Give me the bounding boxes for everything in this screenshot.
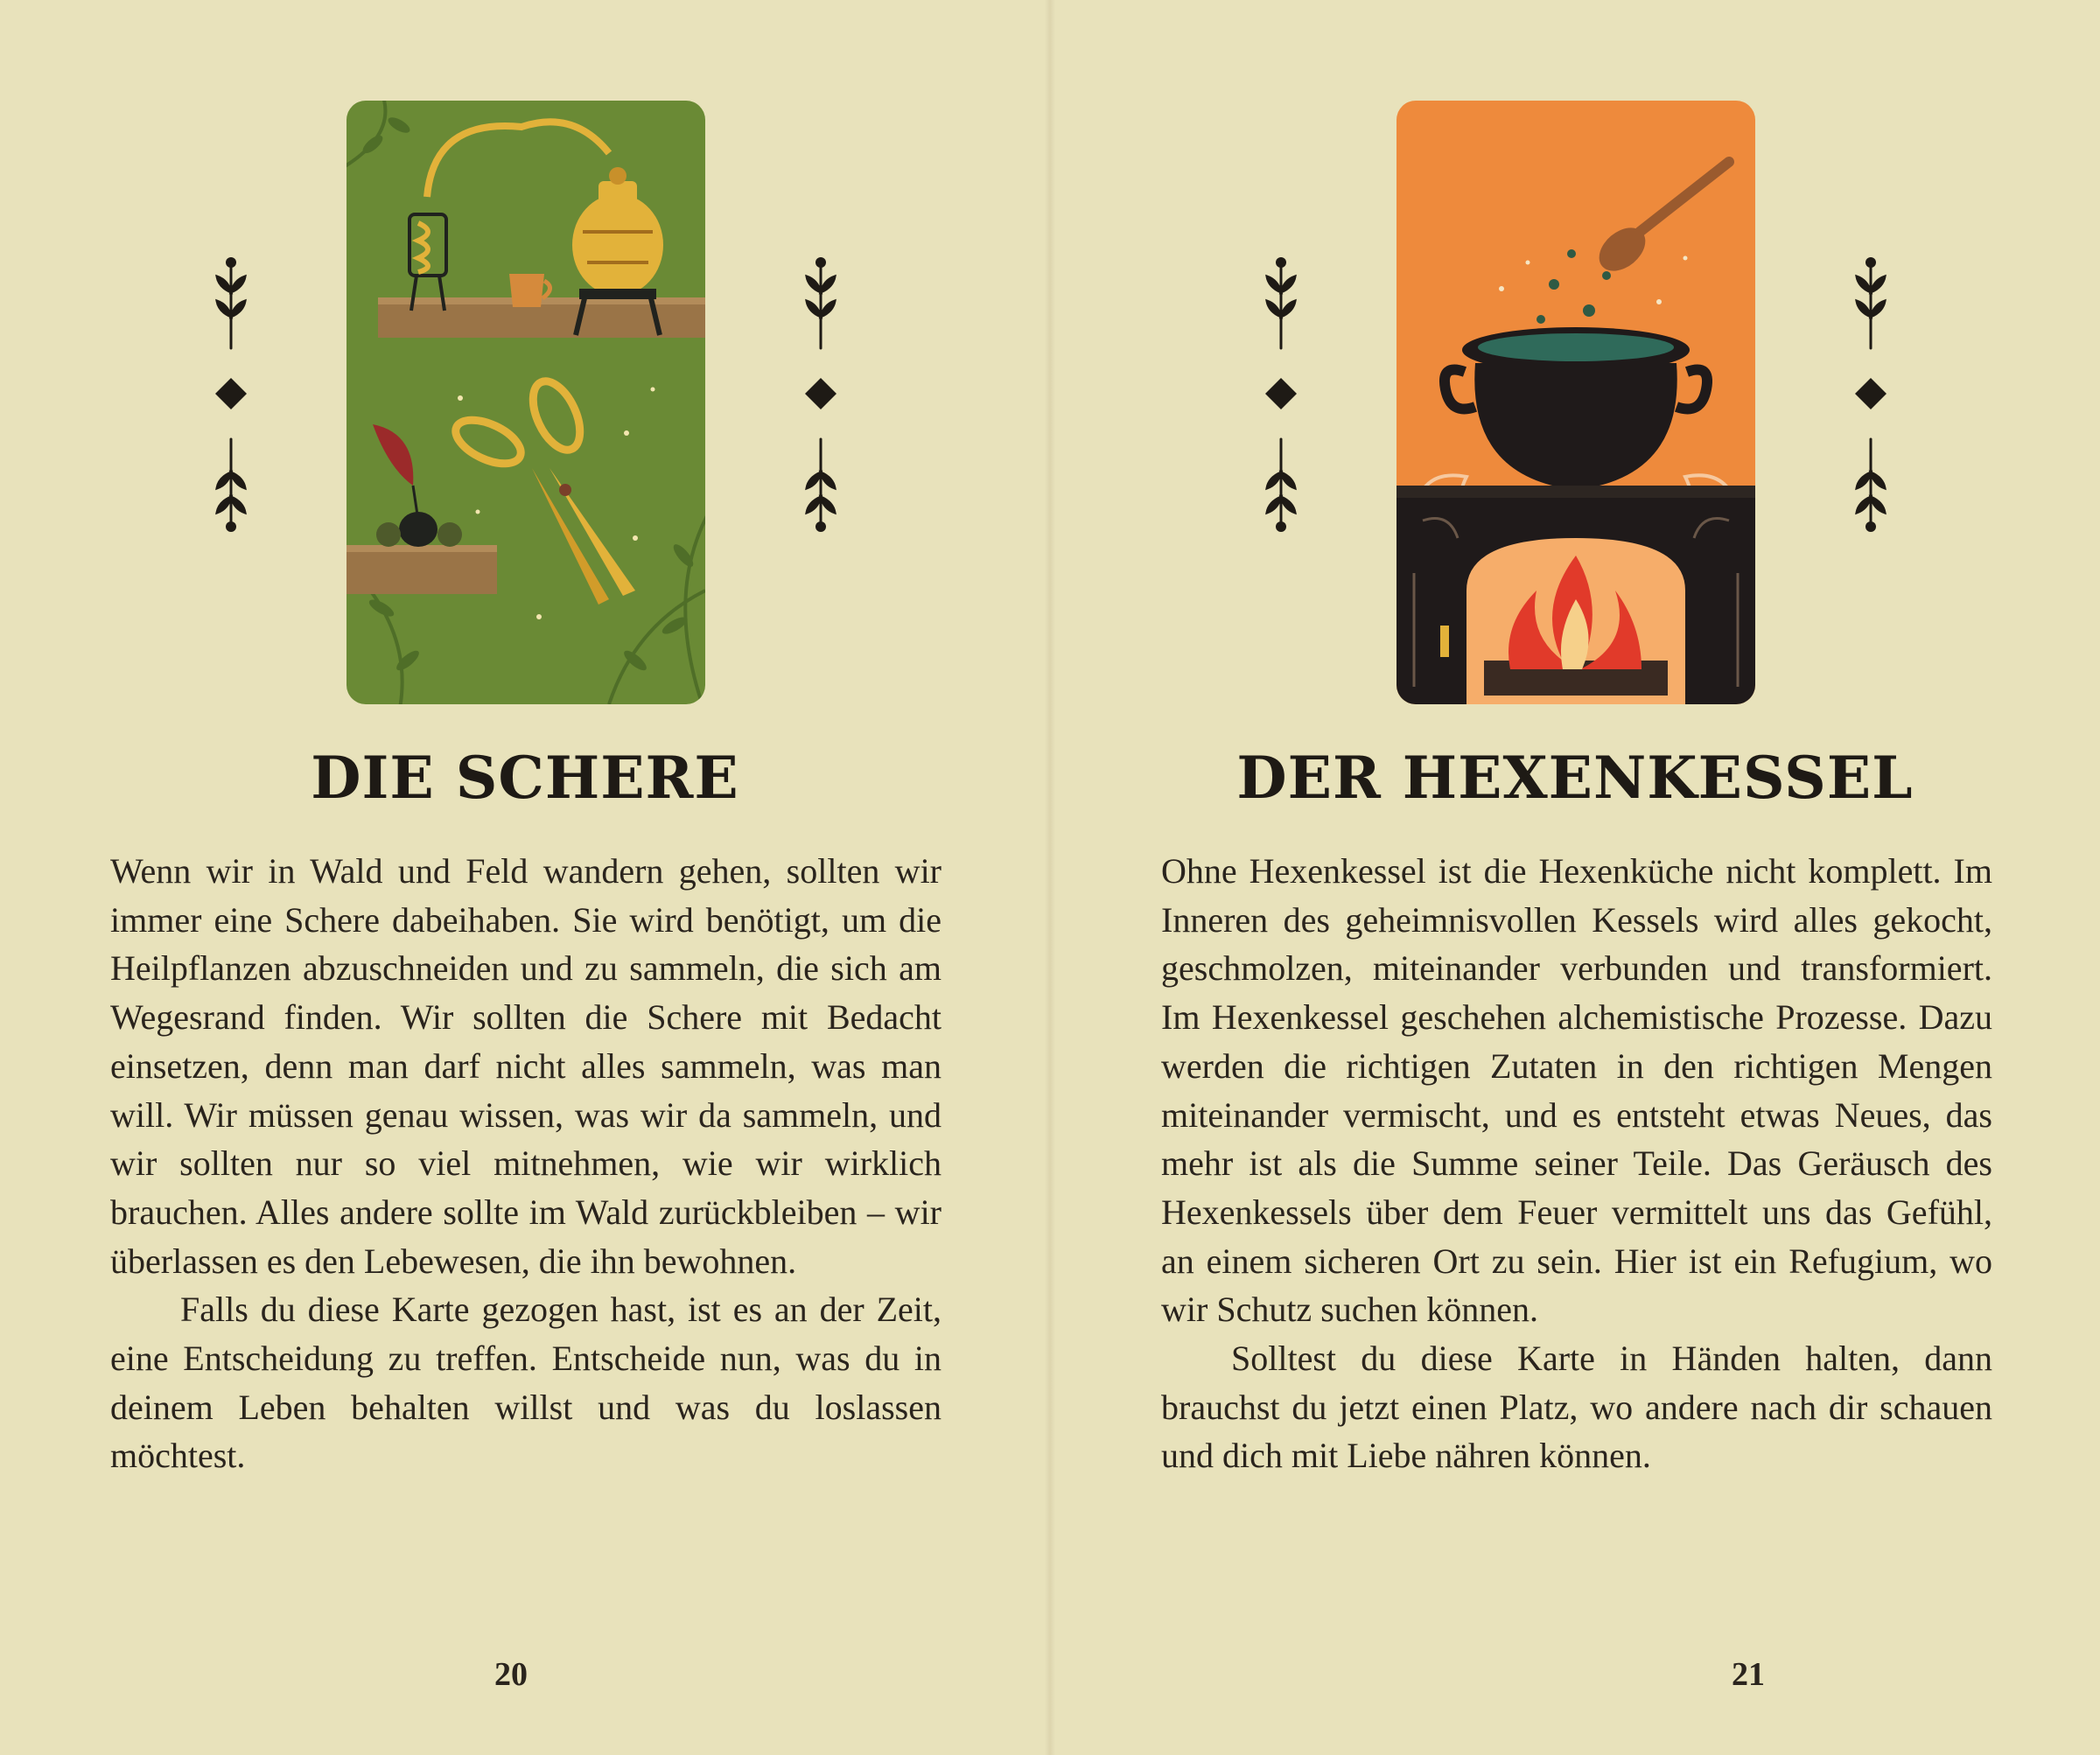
card-description — [110, 847, 942, 1480]
paragraph: Solltest du diese Karte in Händen halten, dann brauchst du jetzt einen Platz, wo andere nach dir schauen und dich mit Liebe nähren können. — [1161, 1339, 1992, 1476]
page-number: 21 — [1732, 1656, 1765, 1693]
card-title: DIE SCHERE — [311, 744, 739, 812]
paragraph: Falls du diese Karte gezogen hast, ist es an der Zeit, eine Entscheidung zu treffen. Entscheide nun, was du in deinem Leben behalten willst und was du loslassen möchtest. — [110, 1290, 942, 1476]
right-page — [1050, 0, 2100, 1755]
paragraph: Wenn wir in Wald und Feld wandern gehen, sollten wir immer eine Schere dabeihaben. Sie wird benötigt, um die Heilpflanzen abzuschneiden und zu sammeln, die sich am Wegesrand finden. Wir sollten die Schere mit Bedacht einsetzen, denn man darf nicht alles sammeln, was man will. Wir müssen genau wissen, was wir da sammeln, und wir sollten nur so viel mitnehmen, wie wir wirklich brauchen. Alles andere sollte im Wald zurückbleiben – wir überlassen es den Lebewesen, die ihn bewohnen. — [110, 851, 942, 1281]
page-number: 20 — [494, 1656, 528, 1693]
sprig-diamond-ornament-icon — [214, 254, 248, 551]
card-title: DER HEXENKESSEL — [1236, 744, 1914, 812]
scissors-card-illustration — [346, 101, 705, 704]
paragraph: Ohne Hexenkessel ist die Hexenküche nicht komplett. Im Inneren des geheimnisvollen Kessels wird alles gekocht, geschmolzen, miteinander verbunden und transformiert. Im Hexenkessel geschehen alchemistische Prozesse. Dazu werden die richtigen Zutaten in den richtigen Mengen miteinander vermischt, und es entsteht etwas Neues, das mehr ist als die Summe seiner Teile. Das Geräusch des Hexenkessels über dem Feuer vermittelt uns das Gefühl, an einem sicheren Ort zu sein. Hier ist ein Refugium, wo wir Schutz suchen können. — [1161, 851, 1992, 1330]
sprig-diamond-ornament-icon — [803, 254, 838, 551]
sprig-diamond-ornament-icon — [1853, 254, 1888, 551]
cauldron-card-illustration — [1396, 101, 1755, 704]
card-description — [1161, 847, 1992, 1480]
sprig-diamond-ornament-icon — [1264, 254, 1298, 551]
